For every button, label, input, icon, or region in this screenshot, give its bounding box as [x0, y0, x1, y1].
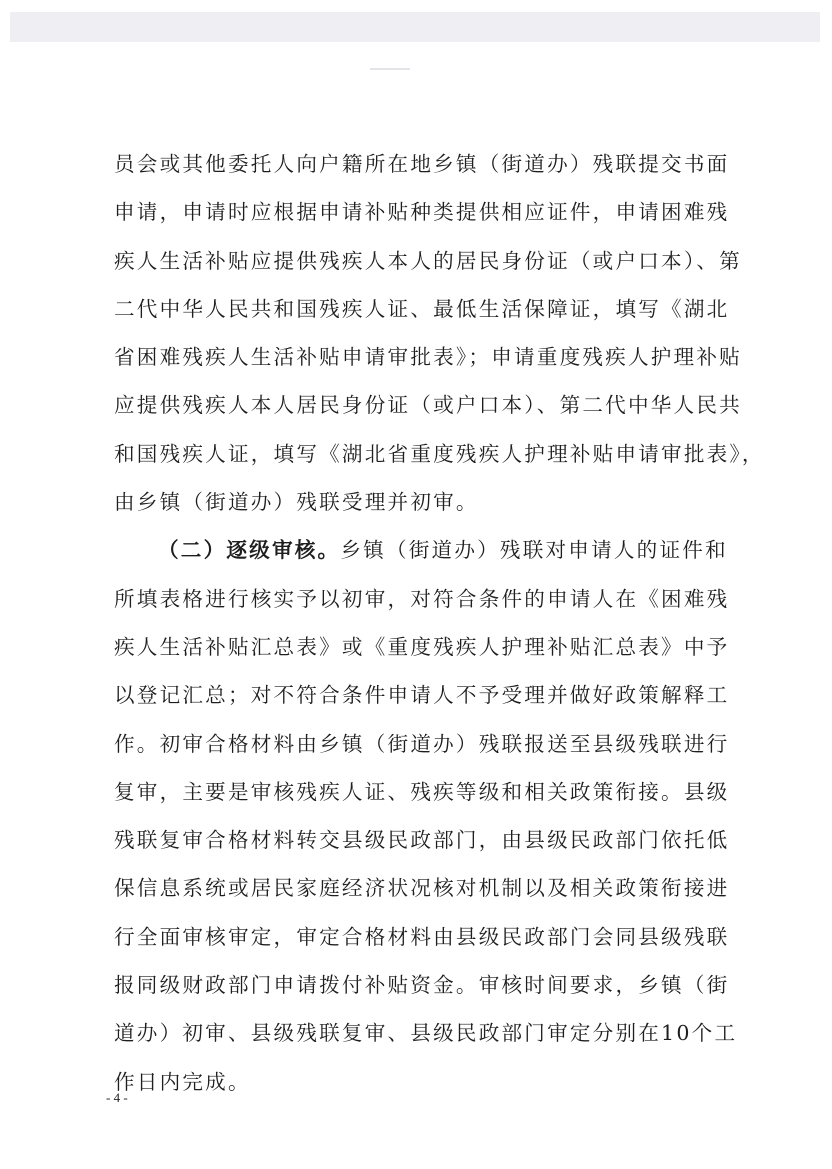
text-line: 疾人生活补贴汇总表》或《重度残疾人护理补贴汇总表》中予: [114, 634, 730, 659]
text-line: 疾人生活补贴应提供残疾人本人的居民身份证（或户口本）、第: [114, 248, 742, 273]
text-line: 省困难残疾人生活补贴申请审批表》；申请重度残疾人护理补贴: [114, 345, 742, 370]
text-line: 行全面审核审定，审定合格材料由县级民政部门会同县级残联: [114, 924, 730, 949]
document-body: [114, 140, 765, 1106]
text-line: 由乡镇（街道办）残联受理并初审。: [114, 490, 479, 515]
text-line: 应提供残疾人本人居民身份证（或户口本）、第二代中华人民共: [114, 393, 742, 418]
paragraph-review: [114, 526, 738, 1106]
page-number: - 4 -: [106, 1090, 128, 1105]
text-line: 残联复审合格材料转交县级民政部门，由县级民政部门依托低: [114, 828, 730, 853]
text-line: 保信息系统或居民家庭经济状况核对机制以及相关政策衔接进: [114, 876, 730, 901]
scan-artifact: [370, 68, 410, 70]
text-line: 二代中华人民共和国残疾人证、最低生活保障证，填写《湖北: [114, 296, 730, 321]
text-line: 和国残疾人证，填写《湖北省重度残疾人护理补贴申请审批表》，: [114, 441, 765, 466]
text-line: 所填表格进行核实予以初审，对符合条件的申请人在《困难残: [114, 586, 730, 611]
text-line: 作日内完成。: [114, 1069, 251, 1094]
text-line: 以登记汇总；对不符合条件申请人不予受理并做好政策解释工: [114, 683, 730, 708]
text-line: 作。初审合格材料由乡镇（街道办）残联报送至县级残联进行: [114, 731, 730, 756]
paragraph-application: [114, 140, 765, 526]
text-line: 员会或其他委托人向户籍所在地乡镇（街道办）残联提交书面: [114, 152, 730, 176]
section-heading: （二）逐级审核。: [158, 538, 341, 563]
text-line: 道办）初审、县级残联复审、县级民政部门审定分别在10个工: [114, 1021, 738, 1046]
text-line: 报同级财政部门申请拨付补贴资金。审核时间要求，乡镇（街: [114, 973, 730, 998]
scan-edge-band: [10, 12, 820, 42]
text-line-first: [114, 526, 728, 574]
text-line: 复审，主要是审核残疾人证、残疾等级和相关政策衔接。县级: [114, 779, 730, 804]
text-run: 乡镇（街道办）残联对申请人的证件和: [340, 538, 728, 563]
text-line: 申请，申请时应根据申请补贴种类提供相应证件，申请困难残: [114, 200, 730, 225]
